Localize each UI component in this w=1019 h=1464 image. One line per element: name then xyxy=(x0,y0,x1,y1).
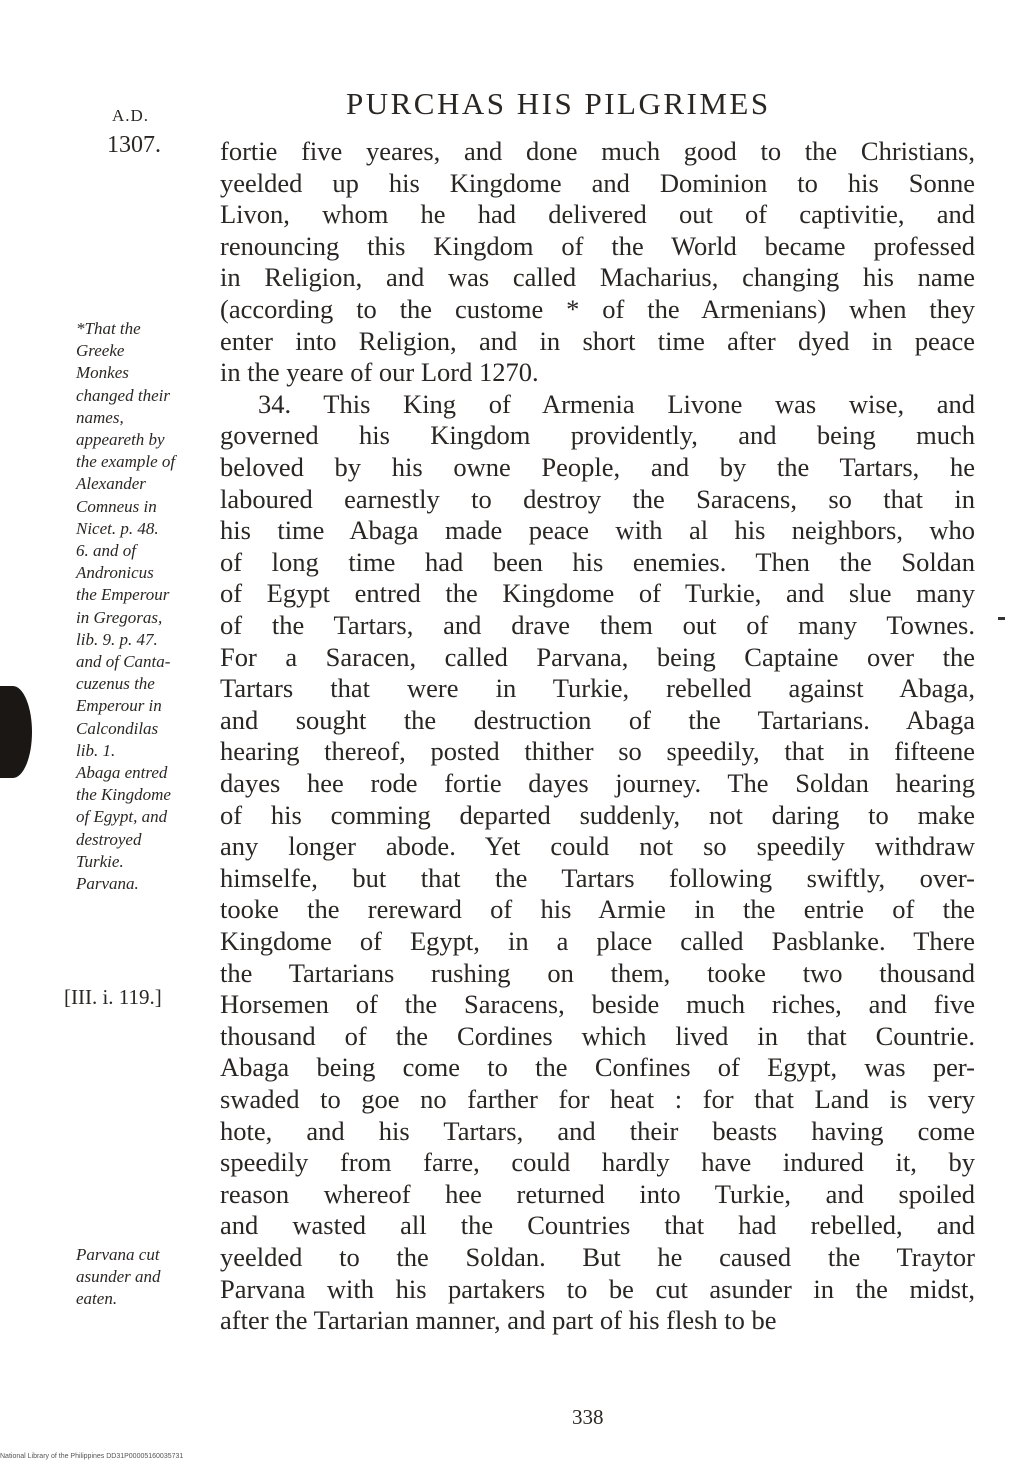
body-line: Parvana with his partakers to be cut asunder in the midst, xyxy=(220,1273,975,1304)
body-line: his time Abaga made peace with al his neighbors, who xyxy=(220,515,975,546)
body-line: laboured earnestly to destroy the Saracens, so that in xyxy=(220,483,975,514)
margin-line: Emperour in xyxy=(76,696,162,716)
body-line: Tartars that were in Turkie, rebelled against Abaga, xyxy=(220,673,975,704)
margin-line: Comneus in xyxy=(76,496,157,516)
body-line: of Egypt entred the Kingdome of Turkie, and slue many xyxy=(220,578,975,609)
body-line: of long time had been his enemies. Then the Soldan xyxy=(220,546,975,577)
margin-line: Greeke xyxy=(76,341,125,361)
body-line: tooke the rereward of his Armie in the entrie of the xyxy=(220,894,975,925)
body-line: in the yeare of our Lord 1270. xyxy=(220,357,539,388)
body-line: Abaga being come to the Confines of Egypt, was per- xyxy=(220,1052,975,1083)
margin-line: 6. and of xyxy=(76,541,136,560)
margin-line: changed their xyxy=(76,385,170,405)
body-line: renouncing this Kingdom of the World became professed xyxy=(220,230,975,261)
body-line: after the Tartarian manner, and part of his flesh to be xyxy=(220,1305,777,1336)
margin-line: eaten. xyxy=(76,1289,118,1309)
body-line: of his comming departed suddenly, not daring to make xyxy=(220,799,975,830)
body-line: reason whereof hee returned into Turkie, and spoiled xyxy=(220,1178,975,1209)
body-line: enter into Religion, and in short time after dyed in peace xyxy=(220,325,975,356)
body-line: (according to the custome * of the Armenians) when they xyxy=(220,294,975,324)
margin-line: Parvana cut xyxy=(76,1245,160,1264)
body-line: fortie five yeares, and done much good to the Christians, xyxy=(220,136,975,166)
body-line: 34. This King of Armenia Livone was wise, and xyxy=(258,388,975,419)
margin-line: of Egypt, and xyxy=(76,807,168,827)
margin-line: the Kingdome xyxy=(76,785,171,805)
margin-line: Andronicus xyxy=(76,563,154,583)
margin-line: appeareth by xyxy=(76,430,165,449)
era-label: A.D. xyxy=(112,106,150,125)
body-line: For a Saracen, called Parvana, being Captaine over the xyxy=(220,641,975,672)
body-line: and sought the destruction of the Tartarians. Abaga xyxy=(220,704,975,735)
margin-reference: [III. i. 119.] xyxy=(64,985,162,1009)
margin-line: in Gregoras, xyxy=(76,607,163,627)
body-line: Kingdome of Egypt, in a place called Pasblanke. There xyxy=(220,926,975,956)
margin-line: cuzenus the xyxy=(76,674,155,694)
body-line: yeelded up his Kingdome and Dominion to his Sonne xyxy=(220,167,975,198)
body-line: hote, and his Tartars, and their beasts having come xyxy=(220,1115,975,1146)
margin-line: *That the xyxy=(76,319,141,338)
body-line: in Religion, and was called Macharius, changing his name xyxy=(220,262,975,293)
body-line: and wasted all the Countries that had rebelled, and xyxy=(220,1210,975,1241)
margin-line: lib. 9. p. 47. xyxy=(76,629,158,649)
body-line: any longer abode. Yet could not so speedily withdraw xyxy=(220,831,975,862)
margin-line: the example of xyxy=(76,452,176,472)
body-line: speedily from farre, could hardly have indured it, by xyxy=(220,1147,975,1178)
margin-line: the Emperour xyxy=(76,585,170,605)
body-line: thousand of the Cordines which lived in that Countrie. xyxy=(220,1020,975,1051)
margin-line: lib. 1. xyxy=(76,740,116,760)
scan-thumb-artifact xyxy=(0,686,32,778)
margin-line: Abaga entred xyxy=(76,763,168,782)
margin-line: asunder and xyxy=(76,1267,161,1287)
running-title: PURCHAS HIS PILGRIMES xyxy=(346,86,771,121)
margin-line: Calcondilas xyxy=(76,718,159,738)
body-line: yeelded to the Soldan. But he caused the Traytor xyxy=(220,1242,975,1272)
body-line: Livon, whom he had delivered out of captivitie, and xyxy=(220,199,975,230)
body-line: hearing thereof, posted thither so speedily, that in fifteene xyxy=(220,736,975,767)
body-line: beloved by his owne People, and by the Tartars, he xyxy=(220,452,975,482)
body-line: the Tartarians rushing on them, tooke two thousand xyxy=(220,957,975,988)
margin-line: Monkes xyxy=(76,363,129,383)
margin-line: and of Canta- xyxy=(76,652,171,671)
body-line: of the Tartars, and drave them out of many Townes. xyxy=(220,610,975,640)
margin-line: Turkie. xyxy=(76,851,124,871)
body-line: himselfe, but that the Tartars following swiftly, over- xyxy=(220,862,975,893)
body-line: swaded to goe no farther for heat : for that Land is very xyxy=(220,1084,975,1114)
margin-line: destroyed xyxy=(76,829,142,849)
margin-line: Parvana. xyxy=(76,874,139,893)
margin-line: Alexander xyxy=(76,474,146,494)
body-line: dayes hee rode fortie dayes journey. The Soldan hearing xyxy=(220,768,975,798)
page-number: 338 xyxy=(572,1405,604,1429)
margin-line: names, xyxy=(76,407,124,427)
body-line: governed his Kingdom providently, and being much xyxy=(220,420,975,451)
scan-footer: National Library of the Philippines DD31P00005160035731 xyxy=(0,1453,184,1460)
margin-line: Nicet. p. 48. xyxy=(76,518,159,538)
year-label: 1307. xyxy=(107,132,161,158)
body-line: Horsemen of the Saracens, beside much riches, and five xyxy=(220,989,975,1020)
scan-mark xyxy=(998,617,1005,620)
